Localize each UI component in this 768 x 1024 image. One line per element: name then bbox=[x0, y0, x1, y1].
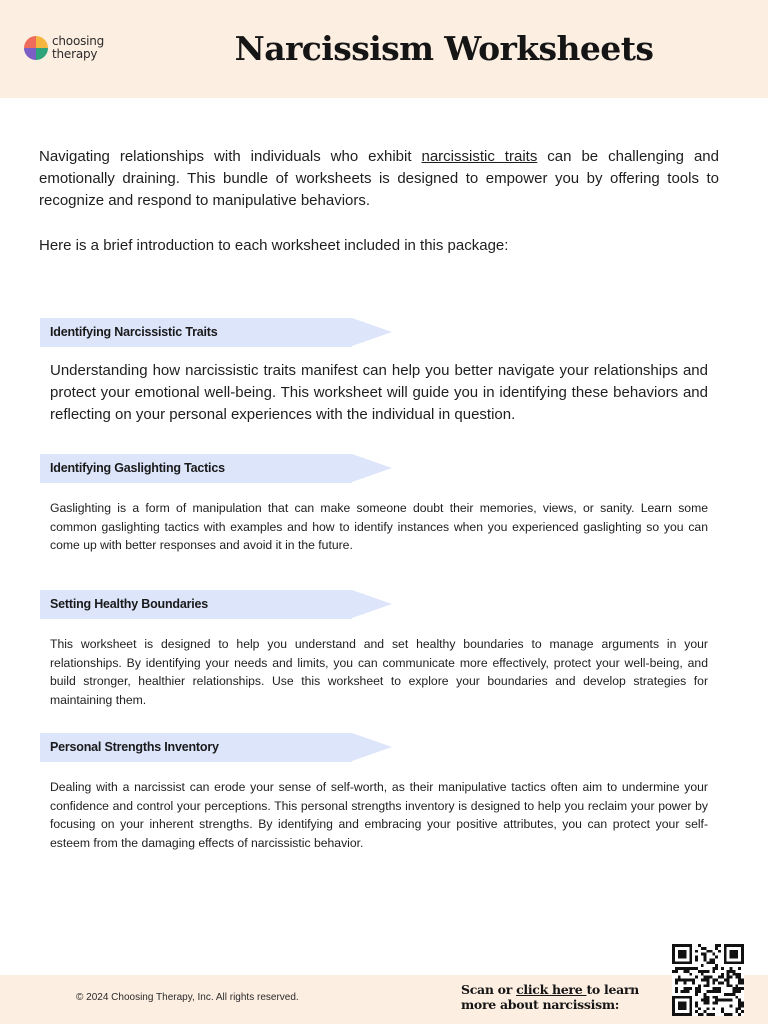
section-title: Identifying Narcissistic Traits bbox=[50, 325, 218, 339]
section-title: Setting Healthy Boundaries bbox=[50, 597, 209, 611]
qr-code-icon[interactable] bbox=[672, 944, 744, 1016]
section-tag bbox=[40, 454, 352, 483]
section-tag bbox=[40, 590, 352, 619]
section-description: Understanding how narcissistic traits manifest can help you better navigate your relationships and protect your emotional well-being. This worksheet will guide you in identifying these behaviors and reflecting on your personal experiences with the individual in question. bbox=[50, 362, 708, 423]
scan-text-start: Scan or bbox=[461, 982, 517, 997]
intro bbox=[39, 146, 719, 257]
section-tag bbox=[40, 733, 352, 762]
copyright: © 2024 Choosing Therapy, Inc. All rights reserved. bbox=[76, 992, 299, 1003]
section-title: Identifying Gaslighting Tactics bbox=[50, 461, 225, 475]
intro-text-start: Navigating relationships with individuals who exhibit bbox=[39, 148, 422, 165]
section-description: Gaslighting is a form of manipulation that can make someone doubt their memories, views, or sanity. Learn some common gaslighting tactics with examples and how to identify instances when you experienced gaslighting so you can come up with better responses and avoid it in the future. bbox=[50, 501, 708, 552]
scan-text-end: to learn more about narcissism: bbox=[461, 982, 639, 1012]
header bbox=[0, 0, 768, 98]
scan-prompt bbox=[461, 982, 671, 1012]
section-identifying-narcissistic-traits bbox=[40, 318, 720, 426]
choosing-therapy-logo-icon bbox=[24, 36, 48, 60]
logo-line-2: therapy bbox=[52, 47, 98, 61]
section-setting-healthy-boundaries bbox=[40, 590, 720, 709]
section-description: This worksheet is designed to help you understand and set healthy boundaries to manage arguments in your relationships. By identifying your needs and limits, you can communicate more effectively, protect your well-being, and build stronger, healthier relationships. Use this worksheet to explore your boundaries and develop strategies for maintaining them. bbox=[50, 637, 708, 707]
section-title: Personal Strengths Inventory bbox=[50, 740, 219, 754]
section-tag bbox=[40, 318, 352, 347]
section-description: Dealing with a narcissist can erode your sense of self-worth, as their manipulative tactics often aim to undermine your confidence and control your perceptions. This personal strengths inventory is designed to help you reclaim your power by focusing on your inherent strengths. By identifying and embracing your positive attributes, you can protect your self-esteem from the damaging effects of narcissistic behavior. bbox=[50, 780, 708, 850]
page-title: Narcissism Worksheets bbox=[234, 29, 654, 68]
intro-paragraph bbox=[39, 146, 719, 212]
section-identifying-gaslighting-tactics bbox=[40, 454, 720, 555]
intro-text-end: can be challenging and emotionally draining. This bundle of worksheets is designed to empower you by offering tools to recognize and respond to manipulative behaviors. bbox=[39, 148, 719, 209]
click-here-link[interactable]: click here bbox=[516, 982, 587, 997]
logo-line-1: choosing bbox=[52, 34, 105, 48]
intro-package-note: Here is a brief introduction to each worksheet included in this package: bbox=[39, 237, 509, 254]
footer bbox=[0, 975, 768, 1024]
choosing-therapy-logo[interactable] bbox=[24, 34, 124, 64]
section-personal-strengths-inventory bbox=[40, 733, 720, 852]
narcissistic-traits-link[interactable]: narcissistic traits bbox=[421, 148, 538, 165]
logo-wordmark bbox=[52, 35, 104, 61]
